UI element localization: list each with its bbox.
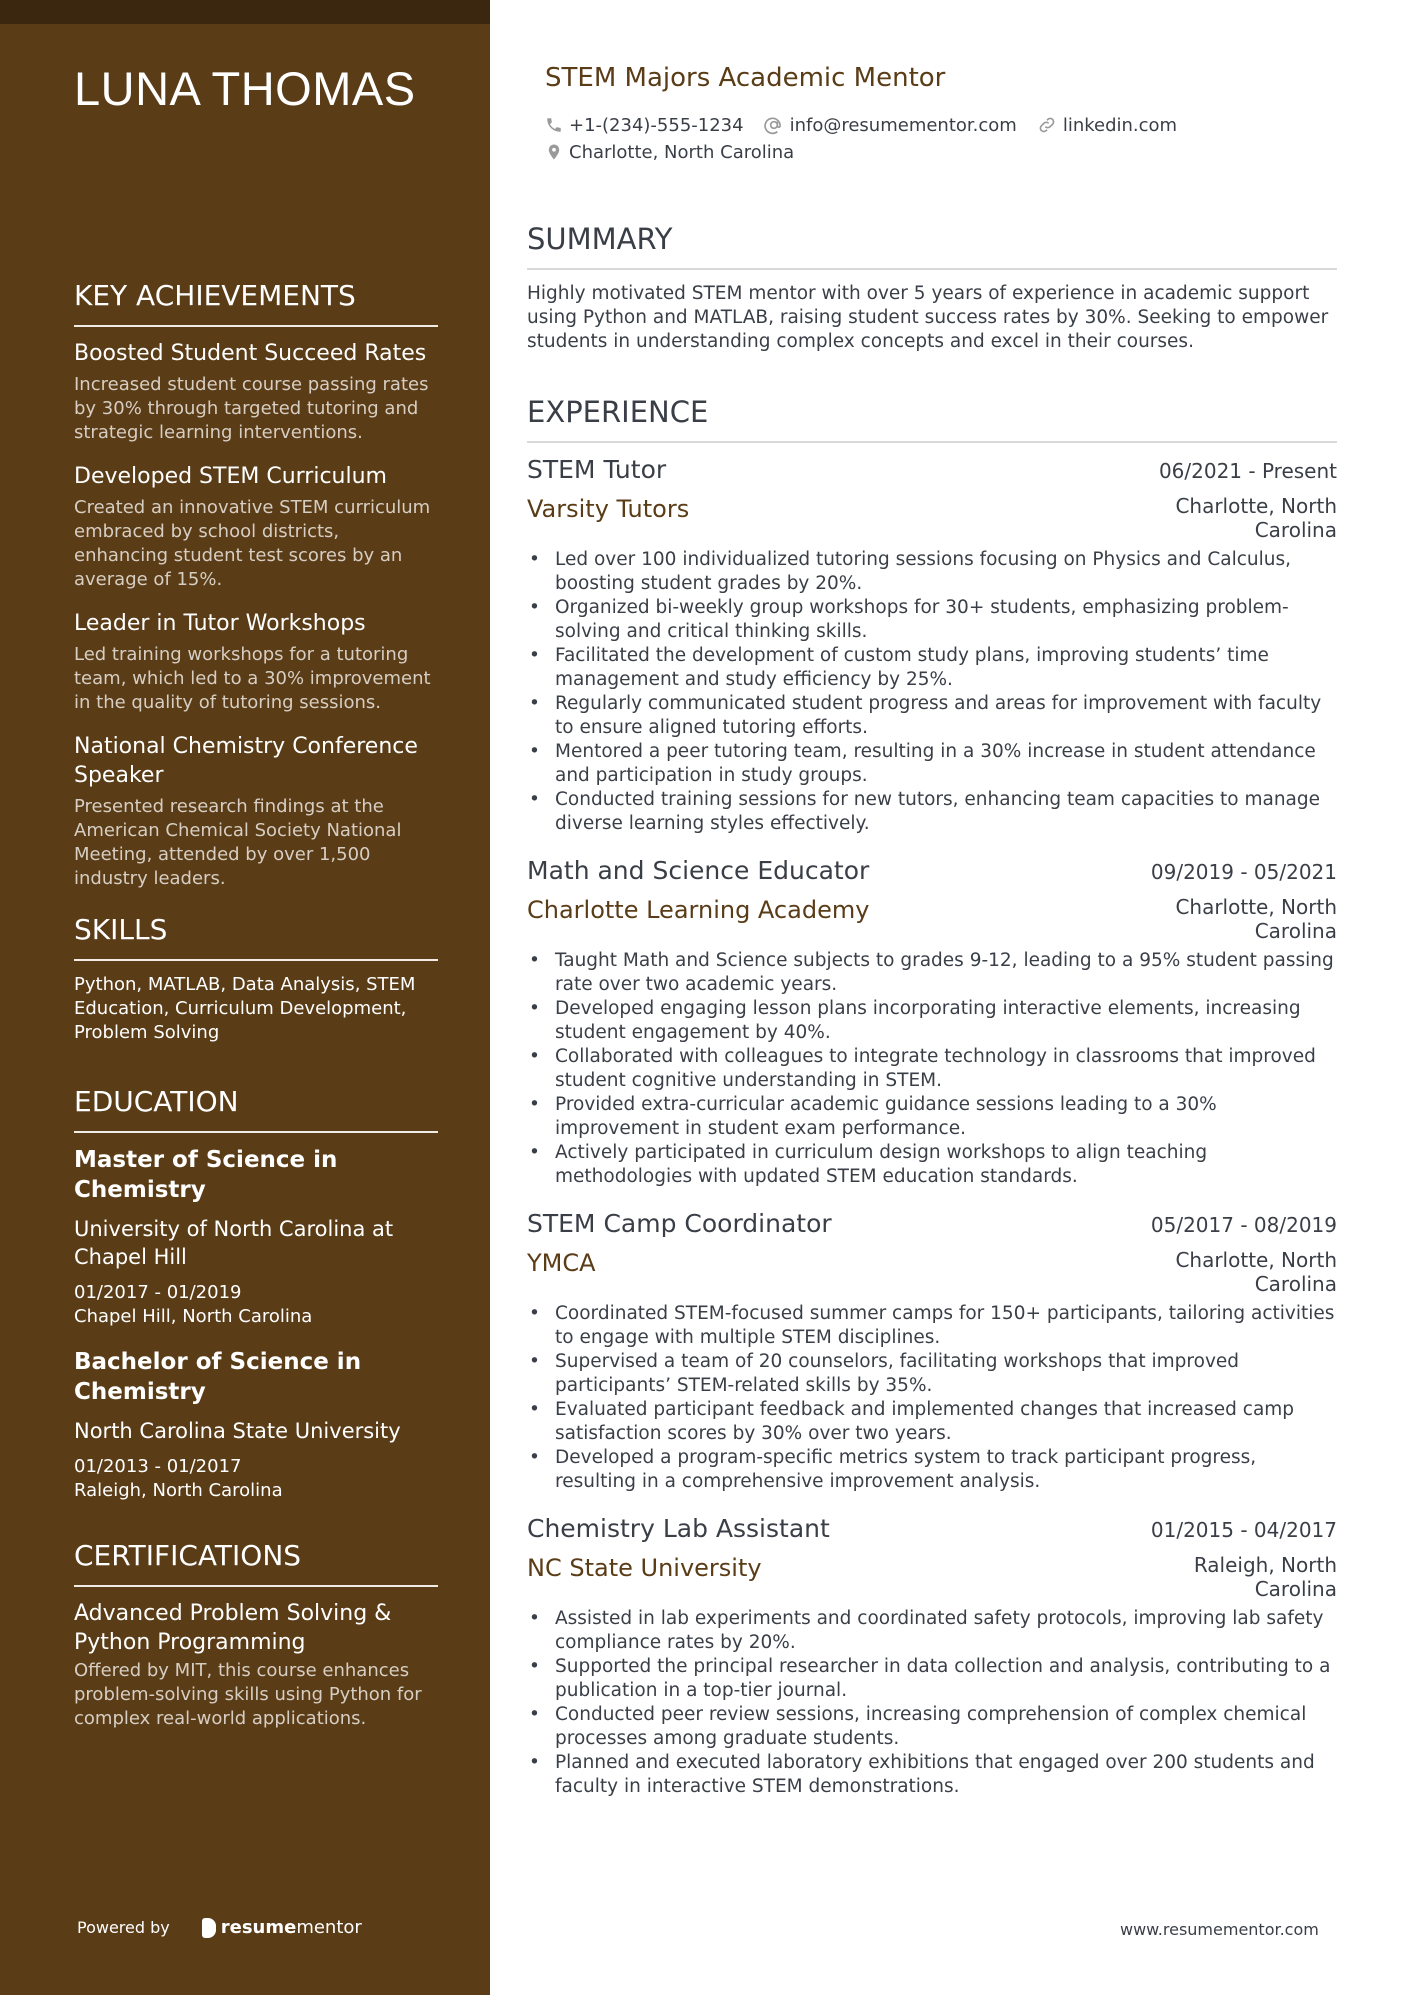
- bullet-item: • Coordinated STEM-focused summer camps for 150+ participants, tailoring activities to engage with multiple STEM disciplines.: [527, 1302, 1337, 1350]
- bullet-item: • Facilitated the development of custom study plans, improving students’ time management and study efficiency by 25%.: [527, 644, 1337, 692]
- job-entry: [527, 856, 1337, 1189]
- education-item: [74, 1347, 438, 1503]
- contact-linkedin[interactable]: [1037, 115, 1177, 136]
- bullet-item: • Regularly communicated student progress and areas for improvement with faculty to ensure aligned tutoring efforts.: [527, 692, 1337, 740]
- contact-location: [545, 142, 794, 163]
- experience-section: [527, 395, 1337, 1819]
- footer-url[interactable]: www.resumementor.com: [1120, 1920, 1319, 1939]
- contact-info: [545, 112, 1305, 166]
- edu-school: University of North Carolina at Chapel Hill: [74, 1217, 394, 1269]
- education-heading: EDUCATION: [74, 1085, 438, 1133]
- job-bullets: [527, 548, 1337, 836]
- edu-location: Chapel Hill, North Carolina: [74, 1306, 313, 1327]
- achievement-title: Developed STEM Curriculum: [74, 464, 387, 489]
- job-entry: [527, 455, 1337, 836]
- sidebar: [0, 0, 490, 1995]
- edu-location: Raleigh, North Carolina: [74, 1480, 283, 1501]
- candidate-name: LUNA THOMAS: [74, 62, 416, 115]
- bullet-item: • Supported the principal researcher in data collection and analysis, contributing to a publication in a top-tier journal.: [527, 1655, 1337, 1703]
- bullet-item: • Mentored a peer tutoring team, resulting in a 30% increase in student attendance and participation in study groups.: [527, 740, 1337, 788]
- job-company: Varsity Tutors: [527, 495, 690, 523]
- achievement-title: Boosted Student Succeed Rates: [74, 341, 427, 366]
- sidebar-top-strip: [0, 0, 490, 24]
- achievement-item: [74, 609, 438, 715]
- certification-item: [74, 1599, 438, 1731]
- achievement-desc: Presented research findings at the American Chemical Society National Meeting, attended by over 1,500 industry leaders.: [74, 796, 402, 889]
- job-entry: [527, 1209, 1337, 1494]
- edu-school: North Carolina State University: [74, 1419, 401, 1443]
- headline: STEM Majors Academic Mentor: [545, 63, 946, 93]
- bullet-item: • Conducted training sessions for new tutors, enhancing team capacities to manage diverse learning styles effectively.: [527, 788, 1337, 836]
- link-icon: [1037, 115, 1057, 135]
- job-dates: 09/2019 - 05/2021: [1150, 860, 1337, 884]
- achievement-item: [74, 732, 438, 891]
- contact-phone[interactable]: [545, 115, 744, 136]
- summary-heading: SUMMARY: [527, 222, 1337, 270]
- certifications-section: [74, 1539, 438, 1731]
- summary-text: Highly motivated STEM mentor with over 5 years of experience in academic support using Python and MATLAB, raising student success rates by 30%. Seeking to empower students in understanding complex concepts and excel in their courses.: [527, 283, 1329, 352]
- bullet-item: • Led over 100 individualized tutoring sessions focusing on Physics and Calculus, boosting student grades by 20%.: [527, 548, 1337, 596]
- job-role: STEM Tutor: [527, 455, 667, 484]
- phone-icon: [545, 116, 563, 134]
- summary-section: [527, 222, 1337, 354]
- contact-email[interactable]: [764, 115, 1017, 136]
- certification-desc: Offered by MIT, this course enhances problem-solving skills using Python for complex real-world applications.: [74, 1660, 422, 1729]
- achievement-desc: Created an innovative STEM curriculum embraced by school districts, enhancing student test scores by an average of 15%.: [74, 497, 431, 590]
- achievement-title: Leader in Tutor Workshops: [74, 611, 366, 636]
- achievements-section: [74, 279, 438, 891]
- job-dates: 01/2015 - 04/2017: [1150, 1518, 1337, 1542]
- linkedin-text: linkedin.com: [1062, 114, 1178, 136]
- certifications-heading: CERTIFICATIONS: [74, 1539, 438, 1587]
- edu-degree: Bachelor of Science in Chemistry: [74, 1349, 362, 1405]
- edu-degree: Master of Science in Chemistry: [74, 1147, 338, 1203]
- job-company: YMCA: [527, 1249, 596, 1277]
- job-role: STEM Camp Coordinator: [527, 1209, 832, 1238]
- at-icon: [764, 115, 784, 135]
- job-location: Charlotte, North Carolina: [1175, 1248, 1337, 1296]
- job-bullets: [527, 1607, 1337, 1799]
- education-section: [74, 1085, 438, 1503]
- certification-title: Advanced Problem Solving & Python Programming: [74, 1601, 392, 1655]
- experience-heading: EXPERIENCE: [527, 395, 1337, 443]
- email-text: info@resumementor.com: [789, 114, 1017, 136]
- job-company: Charlotte Learning Academy: [527, 896, 870, 924]
- bullet-item: • Provided extra-curricular academic guidance sessions leading to a 30% improvement in student exam performance.: [527, 1093, 1337, 1141]
- bullet-item: • Supervised a team of 20 counselors, facilitating workshops that improved participants’ STEM-related skills by 35%.: [527, 1350, 1337, 1398]
- job-dates: 06/2021 - Present: [1158, 459, 1337, 483]
- achievement-desc: Led training workshops for a tutoring team, which led to a 30% improvement in the quality of tutoring sessions.: [74, 644, 431, 713]
- achievements-heading: KEY ACHIEVEMENTS: [74, 279, 438, 327]
- job-location: Raleigh, North Carolina: [1193, 1553, 1337, 1601]
- brand-logo[interactable]: [202, 1917, 362, 1938]
- bullet-item: • Developed a program-specific metrics system to track participant progress, resulting in a comprehensive improvement analysis.: [527, 1446, 1337, 1494]
- edu-dates: 01/2017 - 01/2019: [74, 1282, 242, 1303]
- bullet-item: • Assisted in lab experiments and coordinated safety protocols, improving lab safety compliance rates by 20%.: [527, 1607, 1337, 1655]
- brand-bold: resume: [220, 1917, 297, 1938]
- bullet-item: • Actively participated in curriculum design workshops to align teaching methodologies with updated STEM education standards.: [527, 1141, 1337, 1189]
- skills-section: [74, 913, 438, 1045]
- location-text: Charlotte, North Carolina: [569, 141, 795, 163]
- job-role: Math and Science Educator: [527, 856, 870, 885]
- job-role: Chemistry Lab Assistant: [527, 1514, 830, 1543]
- bullet-item: • Developed engaging lesson plans incorporating interactive elements, increasing student engagement by 40%.: [527, 997, 1337, 1045]
- powered-by-label: Powered by: [77, 1918, 170, 1937]
- resumementor-logo-icon: [202, 1918, 216, 1938]
- bullet-item: • Organized bi-weekly group workshops for 30+ students, emphasizing problem-solving and critical thinking skills.: [527, 596, 1337, 644]
- education-item: [74, 1145, 438, 1329]
- job-location: Charlotte, North Carolina: [1175, 895, 1337, 943]
- job-bullets: [527, 949, 1337, 1189]
- skills-list: Python, MATLAB, Data Analysis, STEM Education, Curriculum Development, Problem Solving: [74, 974, 416, 1043]
- achievement-item: [74, 339, 438, 445]
- edu-dates: 01/2013 - 01/2017: [74, 1456, 242, 1477]
- bullet-item: • Evaluated participant feedback and implemented changes that increased camp satisfaction scores by 30% over two years.: [527, 1398, 1337, 1446]
- powered-by: [77, 1917, 362, 1938]
- bullet-item: • Taught Math and Science subjects to grades 9-12, leading to a 95% student passing rate over two academic years.: [527, 949, 1337, 997]
- brand-light: mentor: [296, 1917, 362, 1938]
- achievement-desc: Increased student course passing rates by 30% through targeted tutoring and strategic learning interventions.: [74, 374, 429, 443]
- job-location: Charlotte, North Carolina: [1175, 494, 1337, 542]
- job-bullets: [527, 1302, 1337, 1494]
- bullet-item: • Collaborated with colleagues to integrate technology in classrooms that improved student cognitive understanding in STEM.: [527, 1045, 1337, 1093]
- job-dates: 05/2017 - 08/2019: [1150, 1213, 1337, 1237]
- achievement-item: [74, 462, 438, 592]
- phone-text: +1-(234)-555-1234: [569, 114, 744, 136]
- achievement-title: National Chemistry Conference Speaker: [74, 734, 418, 788]
- job-company: NC State University: [527, 1554, 762, 1582]
- location-pin-icon: [545, 142, 563, 162]
- bullet-item: • Planned and executed laboratory exhibitions that engaged over 200 students and faculty in interactive STEM demonstrations.: [527, 1751, 1337, 1799]
- job-entry: [527, 1514, 1337, 1799]
- skills-heading: SKILLS: [74, 913, 438, 961]
- bullet-item: • Conducted peer review sessions, increasing comprehension of complex chemical processes among graduate students.: [527, 1703, 1337, 1751]
